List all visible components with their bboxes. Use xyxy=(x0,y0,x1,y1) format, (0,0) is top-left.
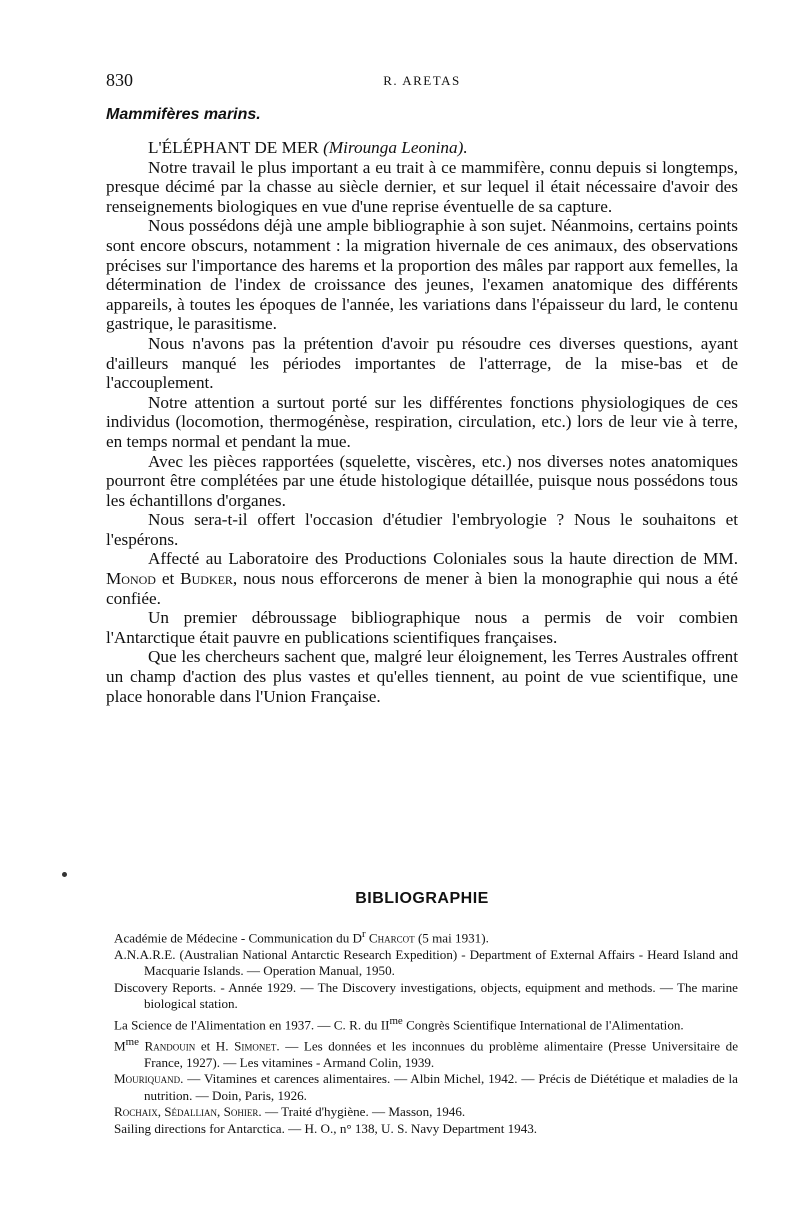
bibliography-title: BIBLIOGRAPHIE xyxy=(355,890,489,907)
entry-text: Congrès Scientifique International de l'Alimentation. xyxy=(406,1017,684,1033)
bibliography-entry: Discovery Reports. - Année 1929. — The Discovery investigations, objects, equipment and methods. — The marine biological station. xyxy=(114,979,738,1012)
bibliography-entry: Sailing directions for Antarctica. — H. O., n° 138, U. S. Navy Department 1943. xyxy=(114,1120,538,1136)
bibliography-entry xyxy=(114,1104,738,1121)
paragraph-text: , nous nous efforcerons de mener à bien la monographie qui nous a été confiée. xyxy=(106,569,739,608)
subsection-prefix: L'ÉLÉPHANT DE MER xyxy=(148,138,319,157)
bibliography-entry xyxy=(114,926,738,947)
author-name: Rochaix, Sédallian, Sohier. xyxy=(114,1104,262,1120)
paragraph: Notre attention a surtout porté sur les différentes fonctions physiologiques de ces individus (locomotion, thermogénèse, respiration, circulation, etc.) lors de leur vie à terre, en temps normal et pendant la mue. xyxy=(106,392,738,451)
paragraph: Nous n'avons pas la prétention d'avoir pu résoudre ces diverses questions, ayant d'ailleurs manqué les périodes importantes de l'atterrage, de la mise-bas et de l'accouplement. xyxy=(106,333,738,393)
bibliography-entry xyxy=(114,1071,738,1104)
paragraph: Nous sera-t-il offert l'occasion d'étudier l'embryologie ? Nous le souhaitons et l'espérons. xyxy=(106,510,738,549)
author-name: Simonet. xyxy=(234,1038,280,1054)
paragraph-text: Affecté au Laboratoire des Productions Coloniales sous la haute direction de MM. xyxy=(148,549,738,569)
paragraph: Nous possédons déjà une ample bibliographie à son sujet. Néanmoins, certains points sont encore obscurs, notamment : la migration hivernale de ces animaux, des observations précises sur l'importance des harems et la proportion des mâles par rapport aux femelles, la détermination de l'index de croissance des jeunes, l'examen anatomique des différents appareils, à toutes les époques de l'année, les variations dans l'épaisseur du lard, le contenu gastrique, le parasitisme. xyxy=(106,216,738,334)
section-title: Mammifères marins. xyxy=(106,106,261,123)
running-head: R. ARETAS xyxy=(383,73,461,88)
entry-text: — Les données et les inconnues du problème alimentaire (Presse Universitaire de France, 1927). — Les vitamines - Armand Colin, 1939. xyxy=(144,1038,739,1070)
paragraph: Que les chercheurs sachent que, malgré leur éloignement, les Terres Australes offrent un champ d'action des plus vastes et qu'elles tiennent, au point de vue scientifique, une place honorable dans l'Union Française. xyxy=(106,647,738,706)
bibliography-entry xyxy=(114,1013,738,1034)
entry-text: — Traité d'hygiène. — Masson, 1946. xyxy=(264,1104,466,1120)
bibliography-list xyxy=(114,926,738,1137)
author-name: Randouin xyxy=(144,1038,196,1054)
paragraph-text: et xyxy=(161,569,175,589)
superscript: r xyxy=(361,928,366,940)
superscript: me xyxy=(389,1014,403,1027)
author-name: Budker xyxy=(180,569,233,589)
subsection-heading xyxy=(106,138,738,158)
page-number: 830 xyxy=(106,70,133,90)
bibliography-entry xyxy=(114,1034,738,1071)
author-name: Monod xyxy=(106,569,156,589)
paragraph xyxy=(106,549,738,608)
superscript: me xyxy=(125,1035,139,1048)
paragraph: Un premier débroussage bibliographique nous a permis de voir combien l'Antarctique était pauvre en publications scientifiques françaises. xyxy=(106,608,738,647)
entry-text: et H. xyxy=(200,1038,229,1054)
entry-text: La Science de l'Alimentation en 1937. — C. R. du II xyxy=(114,1017,390,1033)
page-header xyxy=(106,70,738,92)
paragraph: Notre travail le plus important a eu trait à ce mammifère, connu depuis si longtemps, presque décimé par la chasse au siècle dernier, et sur lequel il était nécessaire d'avoir des renseignements biologiques en vue d'une reprise éventuelle de sa capture. xyxy=(106,157,738,216)
article-body xyxy=(106,138,738,706)
author-name: Mouriquand. xyxy=(114,1071,184,1087)
entry-text: Académie de Médecine - Communication du D xyxy=(114,930,362,946)
paragraph: Avec les pièces rapportées (squelette, viscères, etc.) nos diverses notes anatomiques pourront être complétées par une étude histologique détaillée, puisque nous possédons tous les échantillons d'organes. xyxy=(106,451,738,510)
species-name: (Mirounga Leonina). xyxy=(323,138,468,157)
author-name: Charcot xyxy=(368,930,415,946)
bibliography-entry: A.N.A.R.E. (Australian National Antarctic Research Expedition) - Department of External Affairs - Heard Island and Macquarie Islands. — Operation Manual, 1950. xyxy=(114,946,738,979)
entry-text: — Vitamines et carences alimentaires. — Albin Michel, 1942. — Précis de Diététique et maladies de la nutrition. — Doin, Paris, 1926. xyxy=(144,1071,738,1103)
entry-text: (5 mai 1931). xyxy=(417,930,489,946)
stray-dot-mark xyxy=(62,872,67,877)
entry-text: M xyxy=(114,1038,126,1054)
